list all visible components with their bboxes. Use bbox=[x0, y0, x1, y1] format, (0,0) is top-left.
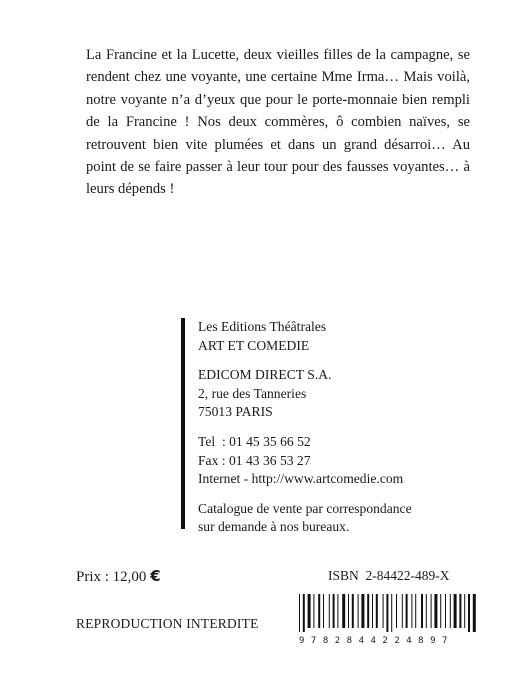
publisher-address-block bbox=[198, 366, 412, 422]
publisher-line-1: Les Editions Théâtrales bbox=[198, 319, 327, 334]
publisher-line-2: ART ET COMEDIE bbox=[198, 337, 310, 353]
price-label: Prix : 12,00 bbox=[76, 569, 147, 585]
back-cover-blurb: La Francine et la Lucette, deux vieilles filles de la campagne, se rendent chez une voyante, une certaine Mme Irma… Mais voilà, notre voyante n’a d’yeux que pour le porte-monnaie bien rempli de la Francine ! Nos deux commères, ô combien naïves, se retrouvent bien vite plumées et dans un grand désarroi… Au point de se faire passer à leur tour pour des fausses voyantes… à leurs dépends ! bbox=[86, 47, 470, 198]
catalogue-line-2: sur demande à nos bureaux. bbox=[198, 519, 350, 535]
euro-icon: € bbox=[150, 567, 161, 585]
street-address: 2, rue des Tanneries bbox=[198, 385, 307, 401]
price bbox=[76, 567, 161, 586]
publisher-info bbox=[181, 318, 412, 535]
company-name: EDICOM DIRECT S.A. bbox=[198, 367, 332, 383]
fax: Fax : 01 43 36 53 27 bbox=[198, 452, 311, 468]
publisher-contact-block bbox=[198, 433, 412, 489]
telephone: Tel : 01 45 35 66 52 bbox=[198, 433, 311, 449]
publisher-name-block bbox=[198, 318, 412, 355]
reproduction-notice: REPRODUCTION INTERDITE bbox=[76, 616, 259, 631]
barcode-digits: 9782844224897 bbox=[299, 636, 454, 646]
website: Internet - http://www.artcomedie.com bbox=[198, 471, 404, 487]
city: 75013 PARIS bbox=[198, 404, 273, 420]
catalogue-block bbox=[198, 500, 412, 537]
barcode-icon bbox=[297, 594, 513, 632]
catalogue-line-1: Catalogue de vente par correspondance bbox=[198, 500, 412, 516]
isbn: ISBN 2-84422-489-X bbox=[328, 568, 450, 583]
